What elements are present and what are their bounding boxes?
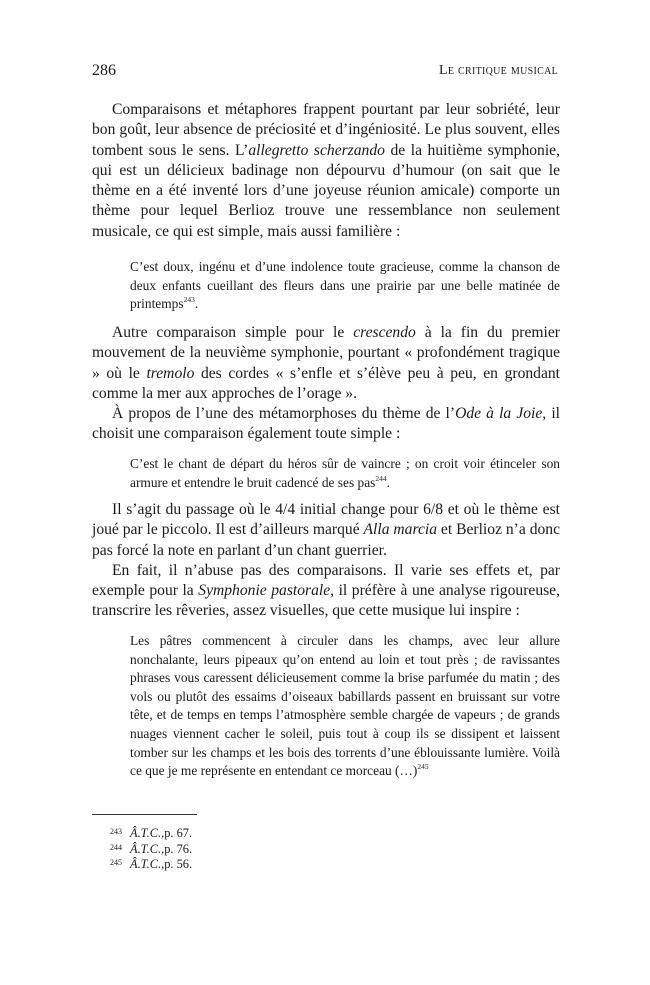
running-head: Le critique musical bbox=[438, 63, 558, 78]
footnote-number: 243 bbox=[110, 827, 122, 836]
paragraph-2-italic-1: crescendo bbox=[353, 324, 416, 341]
paragraph-5-text-b: il préfère à une analyse rigoureuse, transcrire les rêveries, assez visuelles, que cette musique lui inspire : bbox=[92, 582, 561, 620]
block-quote-2 bbox=[130, 455, 560, 492]
footnote-number: 245 bbox=[110, 858, 122, 867]
footnote-page: p. 67. bbox=[164, 826, 193, 840]
footnote-source: Â.T.C., bbox=[130, 826, 165, 840]
paragraph-1-text-a: Comparaisons et métaphores frappent pourtant par leur sobriété, leur bon goût, leur absence de préciosité et d’ingéniosité. Le plus souvent, elles tombent sous le sens. L’ bbox=[92, 101, 560, 159]
quote-3-text: Les pâtres commencent à circuler dans les champs, avec leur allure nonchalante, leurs pipeaux qu’on entend au loin et tout près ; de ravissantes phrases vous caressent délicieusement comme la brise parfumée du matin ; des vols ou plutôt des essaims d’oiseaux babillards passent en bruissant sur votre tête, et de temps en temps l’atmosphère semble chargée de vapeurs ; de grands nuages viennent cacher le soleil, puis tout à coup ils se dissipent et laissent tomber sur les champs et les bois des torrents d’une éblouissante lumière. Voilà ce que je me représente en entendant ce morceau (…) bbox=[130, 633, 560, 779]
paragraph-1-italic: allegretto scherzando bbox=[248, 141, 385, 159]
footnote-ref-243: 243 bbox=[183, 295, 195, 305]
quote-2-end: . bbox=[386, 474, 390, 490]
footnote-separator bbox=[92, 814, 197, 815]
block-quote-1 bbox=[130, 258, 560, 314]
footnote-245 bbox=[110, 857, 192, 873]
footnote-number: 244 bbox=[110, 842, 122, 852]
paragraph-2-text-b: à la fin du premier mouvement de la neuvième symphonie, pourtant « profondément tragique » où le bbox=[92, 324, 560, 382]
paragraph-5-italic: Symphonie pastorale, bbox=[198, 582, 335, 600]
paragraph-4-italic: Alla marcia bbox=[363, 521, 438, 539]
paragraph-3-italic: Ode à la Joie, bbox=[455, 405, 547, 423]
paragraph-3-text-b: il choisit une comparaison également toute simple : bbox=[92, 405, 560, 443]
quote-1-text: C’est doux, ingénu et d’une indolence toute gracieuse, comme la chanson de deux enfants cueillant des fleurs dans une prairie par une belle matinée de printemps bbox=[130, 259, 560, 312]
paragraph-2-text-c: des cordes « s’enfle et s’élève peu à peu, en grondant comme la mer aux approches de l’orage ». bbox=[92, 364, 561, 402]
page-number: 286 bbox=[92, 62, 116, 79]
footnote-ref-244: 244 bbox=[375, 473, 387, 483]
paragraph-1-text-b: de la huitième symphonie, qui est un délicieux badinage non dépourvu d’humour (on sait que le thème en a été inventé lors d’une joyeuse réunion amicale) comporte un thème pour lequel Berlioz trouve une ressemblance non seulement musicale, ce qui est simple, mais aussi familière : bbox=[92, 141, 560, 240]
footnote-source: Â.T.C., bbox=[130, 841, 165, 856]
block-quote-3 bbox=[130, 632, 560, 781]
paragraph-2-text-a: Autre comparaison simple pour le bbox=[112, 324, 354, 341]
footnote-page: p. 76. bbox=[164, 841, 193, 856]
paragraph-4-text-b: et Berlioz n’a donc pas forcé la note en parlant d’un chant guerrier. bbox=[92, 521, 561, 559]
paragraph-2 bbox=[92, 323, 560, 445]
footnote-page: p. 56. bbox=[164, 857, 193, 871]
paragraph-2-italic-2: tremolo bbox=[146, 364, 195, 382]
paragraph-4 bbox=[92, 500, 560, 622]
footnote-source: Â.T.C., bbox=[130, 857, 165, 871]
paragraph-3-text-a: À propos de l’une des métamorphoses du thème de l’ bbox=[112, 405, 456, 423]
quote-2-text: C’est le chant de départ du héros sûr de vaincre ; on croit voir étinceler son armure et entendre le bruit cadencé de ses pas bbox=[130, 456, 560, 490]
quote-1-end: . bbox=[194, 296, 199, 312]
footnote-ref-245: 245 bbox=[417, 762, 429, 772]
paragraph-4-text-a: Il s’agit du passage où le 4/4 initial change pour 6/8 et où le thème est joué par le piccolo. Il est d’ailleurs marqué bbox=[92, 501, 560, 539]
paragraph-5-text-a: En fait, il n’abuse pas des comparaisons. Il varie ses effets et, par exemple pour la bbox=[92, 561, 560, 600]
footnotes bbox=[110, 826, 192, 873]
paragraph-1 bbox=[92, 100, 560, 242]
page-header bbox=[92, 62, 558, 82]
